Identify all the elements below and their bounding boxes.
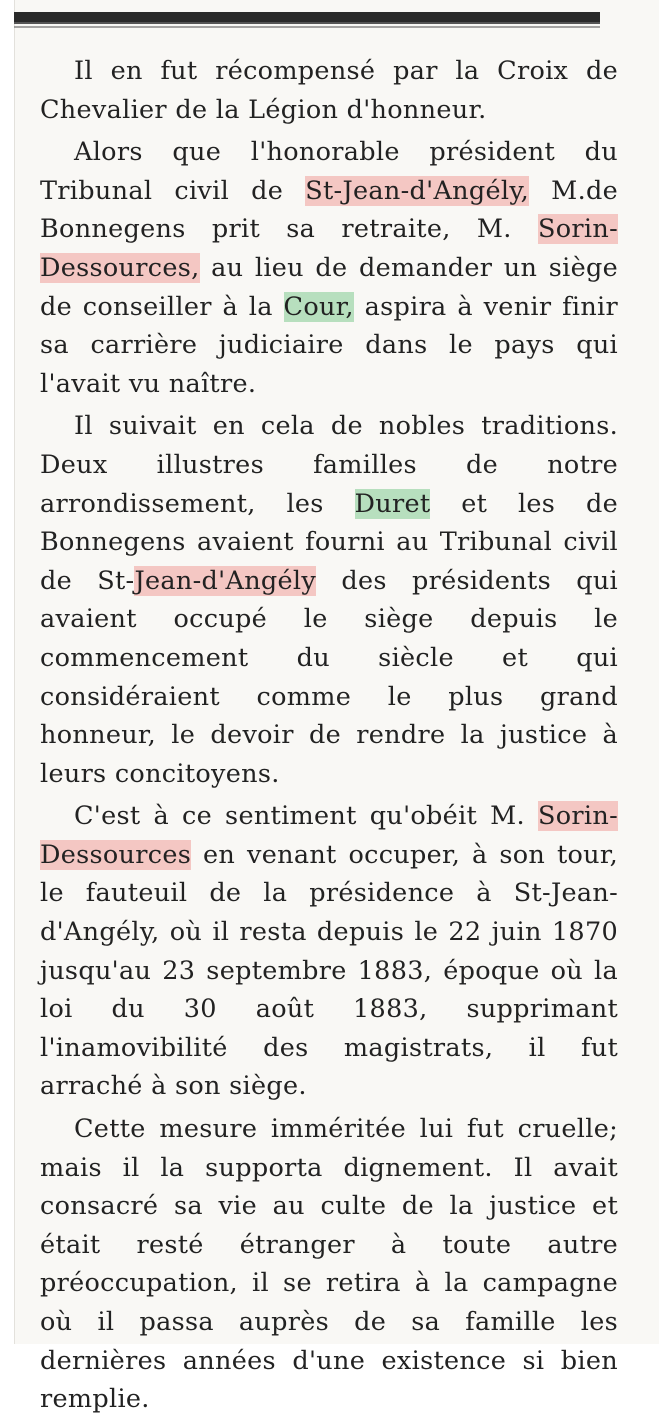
entity-location-st-jean-dangely[interactable]: St-Jean-d'Angély, xyxy=(305,175,530,206)
p1-text: Il en fut récompensé par la Croix de Chevalier de la Légion d'honneur. xyxy=(40,56,618,125)
p3-text-a: Il suivait en cela de nobles traditions. Deux illustres familles de notre arrondissement, les xyxy=(40,411,618,519)
entity-location-jean-dangely[interactable]: Jean-d'Angély xyxy=(134,565,317,596)
column-header-rule xyxy=(14,12,600,24)
p2-text-c: au lieu de demander un siège de conseiller à la xyxy=(40,252,618,322)
entity-person-sorin-dessources-2[interactable]: Sorin-Dessources xyxy=(40,801,618,870)
paragraph-1 xyxy=(40,52,618,129)
page-margin xyxy=(0,0,15,1344)
p4-text-b: en venant occuper, à son tour, le fauteuil de la présidence à St-Jean-d'Angély, où il resta depuis le 22 juin 1870 jusqu'au 23 septembre 1883, époque où la loi du 30 août 1883, supprimant l'inamovibilité des magistrats, il fut arraché à son siège. xyxy=(40,839,618,1102)
p2-text-b: M.de Bonnegens prit sa retraite, M. xyxy=(40,175,618,245)
p2-text-a: Alors que l'honorable président du Tribunal civil de xyxy=(40,137,618,206)
paragraph-2 xyxy=(40,133,618,403)
column-header-thin-rule xyxy=(14,26,600,28)
paragraph-3 xyxy=(40,407,618,793)
article-text xyxy=(40,52,618,1423)
paragraph-5 xyxy=(40,1110,618,1419)
p2-text-d: aspira à venir finir sa carrière judiciaire dans le pays qui l'avait vu naître. xyxy=(40,291,618,399)
p3-text-b: et les de Bonnegens avaient fourni au Tribunal civil de St- xyxy=(40,488,618,596)
entity-person-sorin-dessources[interactable]: Sorin-Dessources, xyxy=(40,214,618,283)
entity-family-duret[interactable]: Duret xyxy=(354,488,431,519)
p4-text-a: C'est à ce sentiment qu'obéit M. xyxy=(74,801,538,832)
p3-text-c: des présidents qui avaient occupé le siège depuis le commencement du siècle et qui considéraient comme le plus grand honneur, le devoir de rendre la justice à leurs concitoyens. xyxy=(40,565,619,789)
p5-text: Cette mesure imméritée lui fut cruelle; mais il la supporta dignement. Il avait consacré sa vie au culte de la justice et était resté étranger à toute autre préoccupation, il se retira à la campagne où il passa auprès de sa famille les dernières années d'une existence si bien remplie. xyxy=(40,1114,618,1415)
entity-organization-cour[interactable]: Cour, xyxy=(283,291,354,322)
paragraph-4 xyxy=(40,797,618,1106)
